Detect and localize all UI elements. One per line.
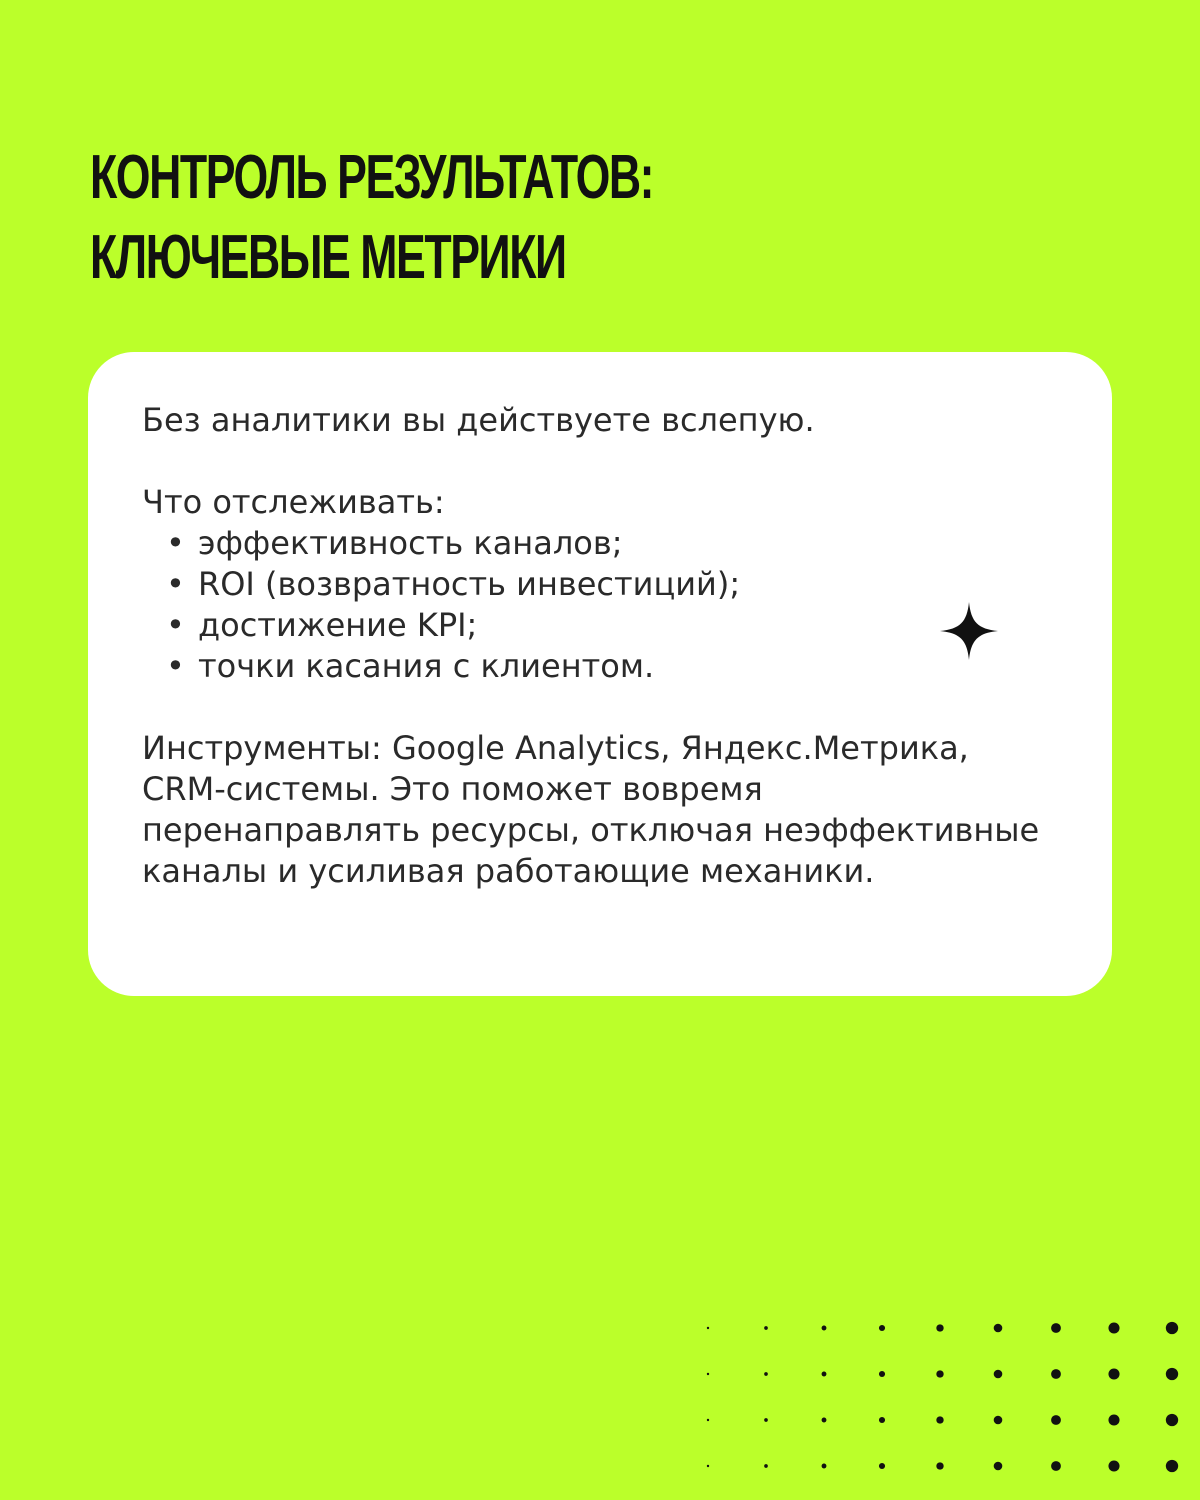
grid-dot <box>936 1324 943 1331</box>
title-line-1: КОНТРОЛЬ РЕЗУЛЬТАТОВ: <box>90 143 654 212</box>
grid-dot <box>936 1462 943 1469</box>
grid-dot <box>764 1464 768 1468</box>
grid-dot <box>764 1372 768 1376</box>
bullet-icon: • <box>166 524 185 562</box>
list-item <box>160 646 1042 687</box>
dot-grid-pattern <box>700 1318 1200 1500</box>
title-line-2: КЛЮЧЕВЫЕ МЕТРИКИ <box>90 223 566 292</box>
bullet-icon: • <box>166 606 185 644</box>
grid-dot <box>707 1373 709 1375</box>
page-title <box>90 138 810 298</box>
list-item-text: точки касания с клиентом. <box>198 647 655 685</box>
grid-dot <box>994 1370 1003 1379</box>
four-point-star-icon <box>938 600 1000 662</box>
list-item-text: эффективность каналов; <box>198 524 623 562</box>
grid-dot <box>1108 1322 1119 1333</box>
content-card <box>88 352 1112 996</box>
grid-dot <box>1108 1460 1119 1471</box>
grid-dot <box>707 1327 709 1329</box>
grid-dot <box>1166 1322 1178 1334</box>
bullet-icon: • <box>166 647 185 685</box>
list-item <box>160 523 1042 564</box>
grid-dot <box>1166 1368 1178 1380</box>
grid-dot <box>879 1371 885 1377</box>
grid-dot <box>994 1416 1003 1425</box>
grid-dot <box>994 1324 1003 1333</box>
grid-dot <box>1166 1460 1178 1472</box>
grid-dot <box>707 1465 709 1467</box>
grid-dot <box>764 1418 768 1422</box>
metrics-list <box>142 523 1042 687</box>
grid-dot <box>879 1325 885 1331</box>
tools-text: Инструменты: Google Analytics, Яндекс.Метрика, CRM-системы. Это поможет вовремя перенаправлять ресурсы, отключая неэффективные каналы и усиливая работающие механики. <box>142 729 1040 890</box>
grid-dot <box>764 1326 768 1330</box>
track-heading: Что отслеживать: <box>142 483 445 521</box>
grid-dot <box>1166 1414 1178 1426</box>
intro-text: Без аналитики вы действуете вслепую. <box>142 401 815 439</box>
grid-dot <box>1108 1414 1119 1425</box>
grid-dot <box>936 1370 943 1377</box>
list-item <box>160 605 1042 646</box>
grid-dot <box>1051 1323 1061 1333</box>
grid-dot <box>879 1463 885 1469</box>
grid-dot <box>822 1372 827 1377</box>
grid-dot <box>1051 1369 1061 1379</box>
list-item-text: достижение KPI; <box>198 606 478 644</box>
bullet-icon: • <box>166 565 185 603</box>
grid-dot <box>822 1464 827 1469</box>
card-text <box>142 400 1042 892</box>
list-item <box>160 564 1042 605</box>
grid-dot <box>994 1462 1003 1471</box>
list-item-text: ROI (возвратность инвестиций); <box>198 565 741 603</box>
grid-dot <box>936 1416 943 1423</box>
grid-dot <box>1051 1461 1061 1471</box>
grid-dot <box>1051 1415 1061 1425</box>
grid-dot <box>822 1418 827 1423</box>
grid-dot <box>822 1326 827 1331</box>
grid-dot <box>1108 1368 1119 1379</box>
grid-dot <box>879 1417 885 1423</box>
grid-dot <box>707 1419 709 1421</box>
